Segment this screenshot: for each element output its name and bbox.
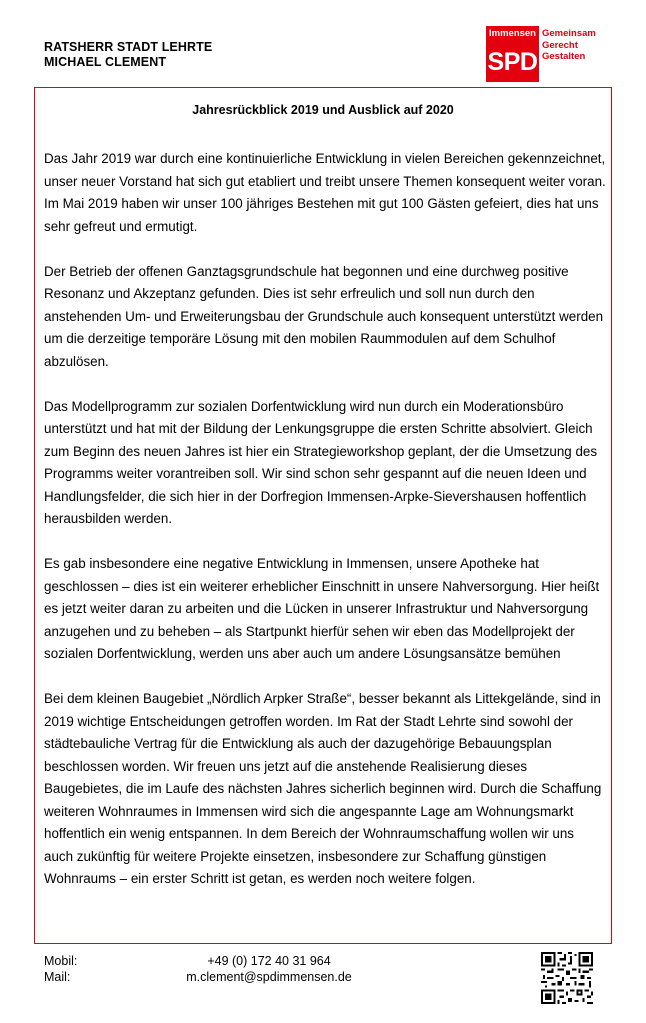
mail-row xyxy=(44,969,614,985)
mobile-number: +49 (0) 172 40 31 964 xyxy=(207,954,331,968)
document-title: Jahresrückblick 2019 und Ausblick auf 2020 xyxy=(192,103,454,117)
paragraph: Bei dem kleinen Baugebiet „Nördlich Arpker Straße“, besser bekannt als Littekgelände, sind in 2019 wichtige Entscheidungen getroffen worden. Im Rat der Stadt Lehrte sind sowohl der städtebauliche Vertrag für die Entwicklung als auch der dazugehörige Bebauungsplan beschlossen worden. Wir freuen uns jetzt auf die anstehende Realisierung dieses Baugebietes, die im Laufe des nächsten Jahres sicherlich beginnen wird. Durch die Schaffung weiteren Wohnraumes in Immensen wird sich die angespannte Lage am Wohnungsmarkt hoffentlich ein wenig entspannen. In dem Bereich der Wohnraumschaffung wollen wir uns auch zukünftig für weitere Projekte einsetzen, insbesondere zur Schaffung günstigen Wohnraums – ein erster Schritt ist getan, es werden noch weitere folgen. xyxy=(44,691,602,886)
mobile-label: Mobil: xyxy=(44,954,78,968)
paragraph: Das Jahr 2019 war durch eine kontinuierliche Entwicklung in vielen Bereichen gekennzeichnet, unser neuer Vorstand hat sich gut etabliert und treibt unsere Themen konsequent weiter voran. Im Mai 2019 haben wir unser 100 jähriges Bestehen mit gut 100 Gästen gefeiert, dies hat uns sehr gefreut und ermutigt. xyxy=(44,151,606,234)
author-title: RATSHERR STADT LEHRTE xyxy=(44,40,213,54)
footer-divider xyxy=(34,943,612,944)
spd-logo xyxy=(486,26,606,82)
spd-logo-box xyxy=(486,26,539,82)
author-header xyxy=(44,40,212,70)
right-border xyxy=(611,87,612,944)
paragraph: Das Modellprogramm zur sozialen Dorfentwicklung wird nun durch ein Moderationsbüro unterstützt und hat mit der Bildung der Lenkungsgruppe die ersten Schritte absolviert. Gleich zum Beginn des neuen Jahres ist hier ein Strategieworkshop geplant, der die Umsetzung des Programms weiter vorantreiben soll. Wir sind schon sehr gespannt auf die neuen Ideen und Handlungsfelder, die sich hier in der Dorfregion Immensen-Arpke-Sievershausen hoffentlich herausbilden werden. xyxy=(44,398,598,526)
mail-address: m.clement@spdimmensen.de xyxy=(186,970,352,984)
slogan-line: Gestalten xyxy=(542,51,586,62)
paragraph: Es gab insbesondere eine negative Entwicklung in Immensen, unsere Apotheke hat geschlossen – dies ist ein weiterer erheblicher Einschnitt in unsere Nahversorgung. Hier heißt es jetzt weiter daran zu arbeiten und die Lücken in unserer Infrastruktur und Nahversorgung anzugehen und zu beheben – als Startpunkt hierfür sehen wir eben das Modellprojekt der sozialen Dorfentwicklung, werden uns aber auch um andere Lösungsansätze bemühen xyxy=(44,556,600,661)
slogan-line: Gemeinsam xyxy=(542,28,596,39)
header-divider xyxy=(34,87,612,88)
mobile-row xyxy=(44,953,614,969)
contact-footer xyxy=(44,953,614,985)
author-name: MICHAEL CLEMENT xyxy=(44,55,167,69)
paragraph: Der Betrieb der offenen Ganztagsgrundschule hat begonnen und eine durchweg positive Resonanz und Akzeptanz gefunden. Dies ist sehr erfreulich und soll nun durch den anstehenden Um- und Erweiterungsbau der Grundschule auch konsequent unterstützt werden um die derzeitige temporäre Lösung mit den mobilen Raummodulen auf dem Schulhof abzulösen. xyxy=(44,263,604,369)
qr-code-icon xyxy=(541,952,593,1004)
document-body xyxy=(44,148,606,913)
logo-slogan xyxy=(542,28,596,63)
mail-label: Mail: xyxy=(44,970,71,984)
slogan-line: Gerecht xyxy=(542,39,578,51)
logo-brand: SPD xyxy=(487,48,538,76)
left-border xyxy=(34,87,35,944)
logo-location: Immensen xyxy=(489,28,536,39)
